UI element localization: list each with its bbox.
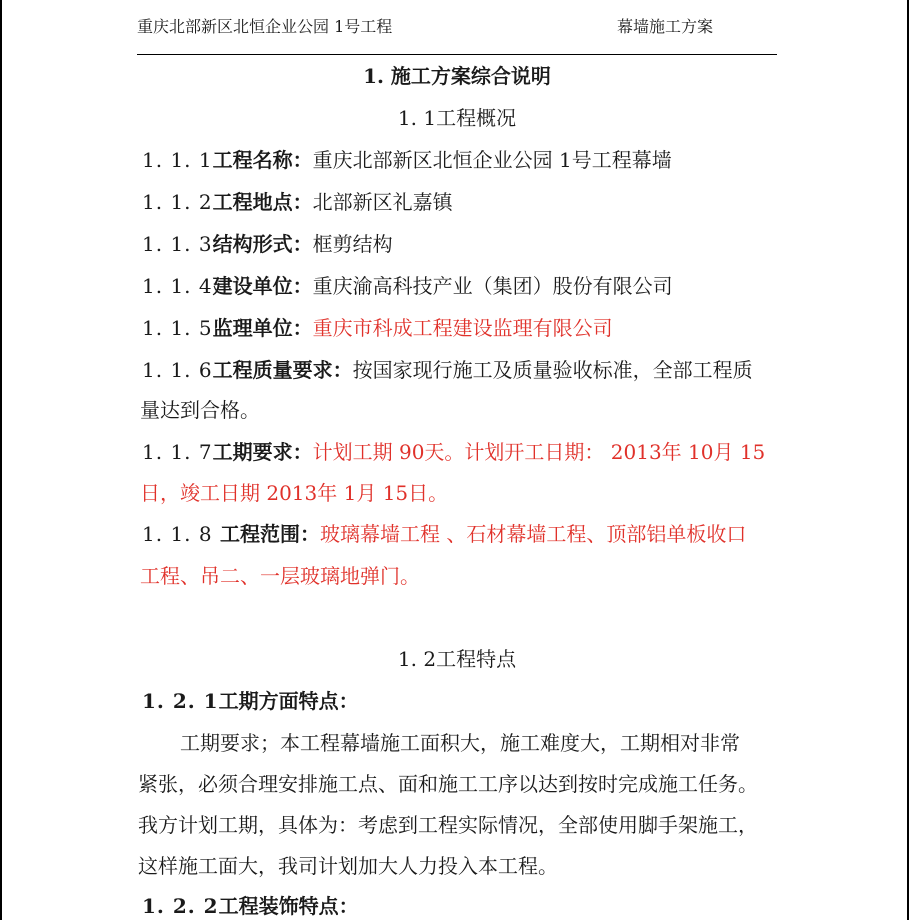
item-value: 计划工期 90天。计划开工日期： 2013年 10月 15: [312, 440, 766, 464]
item-structure-type: [142, 230, 393, 258]
item-schedule: [142, 438, 765, 466]
item-value: 玻璃幕墙工程 、石材幕墙工程、顶部铝单板收口: [319, 522, 747, 546]
item-number: 1. 1. 3: [142, 232, 213, 256]
subsection-title-overview: 1. 1工程概况: [397, 106, 517, 130]
item-value: 重庆北部新区北恒企业公园 1号工程幕墙: [312, 148, 672, 172]
header-project-name: 重庆北部新区北恒企业公园 1号工程: [137, 17, 393, 36]
item-label: 工期要求：: [212, 440, 313, 464]
item-scope: [142, 520, 746, 548]
item-number: 1. 1. 6: [142, 358, 213, 382]
item-value: 北部新区礼嘉镇: [312, 190, 453, 214]
item-quality-requirement-cont: 量达到合格。: [140, 398, 260, 422]
item-label: 结构形式：: [212, 232, 313, 256]
heading-label: 工程装饰特点：: [218, 894, 359, 918]
item-label: 监理单位：: [212, 316, 313, 340]
page-header: [137, 14, 777, 55]
heading-label: 工期方面特点：: [218, 689, 359, 713]
item-supervisor: [142, 314, 613, 342]
item-value: 按国家现行施工及质量验收标准，全部工程质: [352, 358, 753, 382]
item-label: 工程质量要求：: [212, 358, 353, 382]
paragraph-line: 我方计划工期，具体为：考虑到工程实际情况，全部使用脚手架施工，: [138, 813, 758, 837]
subsection-title-features: 1. 2工程特点: [397, 647, 517, 671]
heading-decoration-features: [142, 892, 359, 920]
section-title: 1. 施工方案综合说明: [363, 64, 551, 88]
heading-schedule-features: [142, 687, 359, 715]
heading-number: 1. 2. 1: [142, 689, 219, 713]
item-label: 建设单位：: [212, 274, 313, 298]
item-label: 工程名称：: [212, 148, 313, 172]
item-number: 1. 1. 2: [142, 190, 213, 214]
header-doc-type: 幕墙施工方案: [617, 17, 714, 36]
item-project-name: [142, 146, 672, 174]
item-label: 工程地点：: [212, 190, 313, 214]
item-number: 1. 1. 4: [142, 274, 213, 298]
paragraph-line: 紧张，必须合理安排施工点、面和施工工序以达到按时完成施工任务。: [138, 772, 758, 796]
item-number: 1. 1. 7: [142, 440, 213, 464]
item-scope-cont: 工程、吊二、一层玻璃地弹门。: [140, 564, 420, 588]
item-number: 1. 1. 8: [142, 522, 220, 546]
item-quality-requirement: [142, 356, 753, 384]
item-client: [142, 272, 673, 300]
paragraph-line: 工期要求；本工程幕墙施工面积大，施工难度大，工期相对非常: [180, 731, 740, 755]
heading-number: 1. 2. 2: [142, 894, 219, 918]
item-value: 框剪结构: [312, 232, 393, 256]
paragraph-line: 这样施工面大，我司计划加大人力投入本工程。: [138, 854, 558, 878]
item-number: 1. 1. 5: [142, 316, 213, 340]
item-number: 1. 1. 1: [142, 148, 213, 172]
item-project-location: [142, 188, 453, 216]
item-value: 重庆渝高科技产业（集团）股份有限公司: [312, 274, 673, 298]
item-value: 重庆市科成工程建设监理有限公司: [312, 316, 613, 340]
item-schedule-cont: 日，竣工日期 2013年 1月 15日。: [140, 481, 449, 505]
item-label: 工程范围：: [219, 522, 320, 546]
